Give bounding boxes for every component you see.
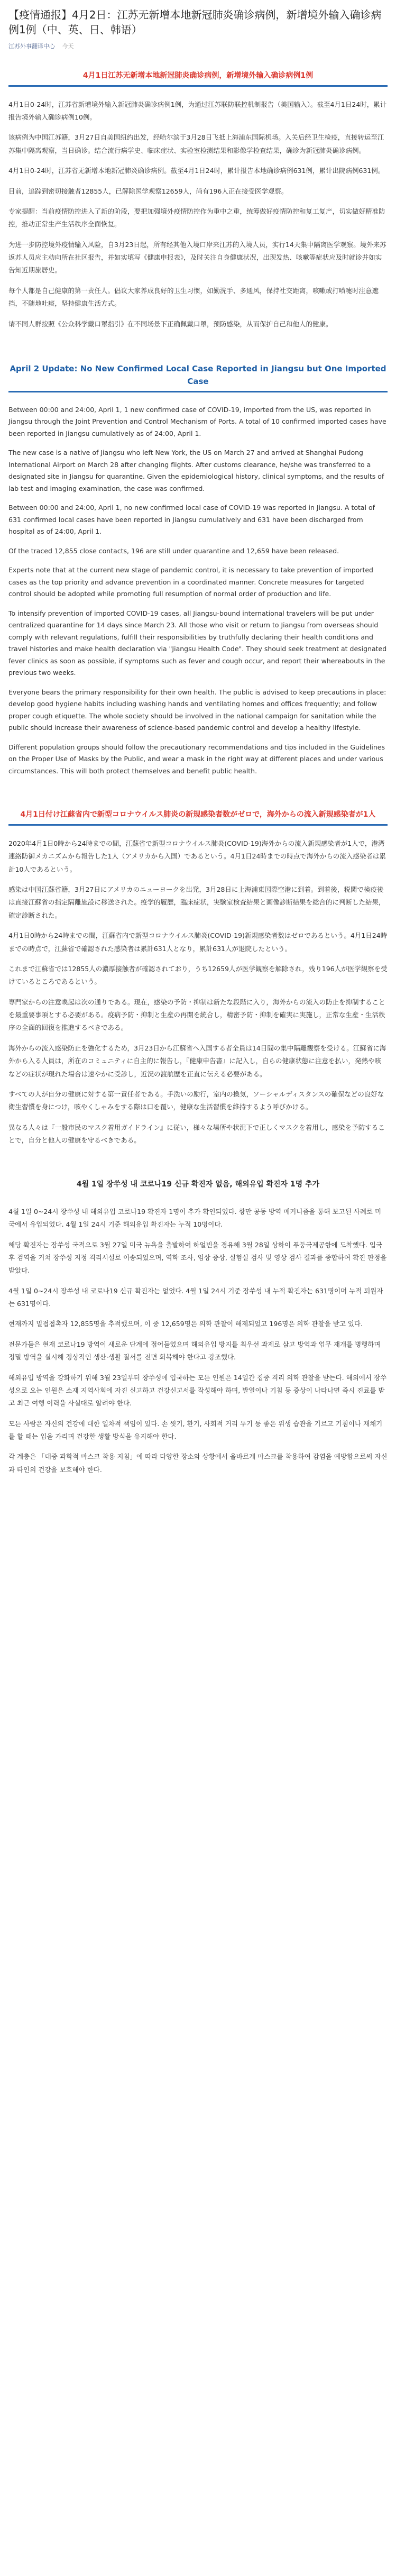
section-english (8, 362, 388, 778)
paragraph: 海外からの流入感染防止を強化するため，3月23日から江蘇省へ入国する者全員は14日間の集中隔離観察を受ける。江蘇省に海外から入る人員は，所在のコミュニティに自主的に報告し，『健康申告書』に記入し，自らの健康状態に注意を払い，発熱や咳などの症状が現れた場合は速やかに受診し，近況の渡航歴を正直に伝える必要がある。 (8, 1044, 386, 1078)
paragraph: Everyone bears the primary responsibility for their own health. The public is advised to keep precautions in place: develop good hygiene habits including washing hands and ventilating homes and offices frequently; and follow proper cough etiquette. The whole society should be involved in the national campaign for sanitation while the public should increase their awareness of science-based pandemic control and develop a healthy lifestyle. (8, 688, 386, 732)
article-source[interactable]: 江苏外事翻译中心 (8, 43, 55, 50)
paragraph: Between 00:00 and 24:00, April 1, no new confirmed local case of COVID-19 was reported in Jiangsu. A total of 631 confirmed local cases have been reported in Jiangsu cumulatively and 631 have been discharged from hospital as of 24:00, April 1. (8, 504, 375, 536)
paragraph: 2020年4月1日0時から24時までの間，江蘇省で新型コロナウイルス肺炎(COVID-19)海外からの流入新規感染者が1人で，港湾連絡防御メカニズムから報告した1人（アメリカから入国）であるという。4月1日24時までの時点で海外からの流入感染者は累計10人であるという。 (8, 839, 386, 873)
paragraph: 请不同人群按照《公众科学戴口罩指引》在不同场景下正确佩戴口罩，预防感染，从而保护自己和他人的健康。 (8, 319, 333, 328)
paragraph: 4월 1일 0~24시 장쑤성 내 해외유입 코로나19 확진자 1명이 추가 확인되었다. 항만 공동 방역 메커니즘을 통해 보고된 사례로 미국에서 유입되었다. 4월 1일 24시 기준 해외유입 확진자는 누적 10명이다. (8, 1207, 382, 1229)
section-heading-japanese: 4月1日付け江蘇省内で新型コロナウイルス肺炎の新規感染者数がゼロで，海外からの流入新規感染者が1人 (8, 809, 388, 825)
section-heading-chinese: 4月1日江苏无新增本地新冠肺炎确诊病例，新增境外输入确诊病例1例 (8, 70, 388, 86)
paragraph: 현재까지 밀접접촉자 12,855명을 추적했으며, 이 중 12,659명은 의학 관찰이 해제되었고 196명은 의학 관찰을 받고 있다. (8, 1320, 363, 1328)
paragraph: 異なる人々は『一般市民のマスク着用ガイドライン』に従い，様々な場所や状況下で正しくマスクを着用し，感染を予防することで，自分と他人の健康を守るべきである。 (8, 1123, 385, 1144)
article-title: 【疫情通报】4月2日：江苏无新增本地新冠肺炎确诊病例，新增境外输入确诊病例1例（中、英、日、韩语） (8, 8, 382, 36)
paragraph: 专家提醒：当前疫情防控进入了新的阶段，要把加强境外疫情防控作为重中之重，统筹做好疫情防控和复工复产，切实做好精准防控，推动正常生产生活秩序全面恢复。 (8, 207, 385, 229)
paragraph: 为进一步防控境外疫情输入风险，自3月23日起，所有经其他入境口岸来江苏的入境人员，实行14天集中隔离医学观察。境外来苏返苏人员应主动向所在社区报告，并如实填写《健康申报表》，及时关注自身健康状况，出现发热、咳嗽等症状应及时就诊并如实告知近期旅居史。 (8, 240, 386, 275)
paragraph: これまで江蘇省では12855人の濃厚接触者が確認されており，うち12659人が医学観察を解除され，残り196人が医学観察を受けているところであるという。 (8, 964, 388, 986)
paragraph: 4월 1일 0~24시 장쑤성 내 코로나19 신규 확진자는 없었다. 4월 1일 24시 기준 장쑤성 내 누적 확진자는 631명이며 누적 퇴원자는 631명이다. (8, 1286, 383, 1308)
article-meta (8, 41, 388, 52)
section-japanese (8, 809, 388, 1147)
paragraph: 4月1日0時から24時までの間，江蘇省内で新型コロナウイルス肺炎(COVID-19)新規感染者数はゼロであるという。4月1日24時までの時点で，江蘇省で確認された感染者は累計631人となり，累計631人が退院したという。 (8, 931, 388, 953)
paragraph: 每个人都是自己健康的第一责任人。倡议大家养成良好的卫生习惯，如勤洗手、多通风，保持社交距离，咳嗽或打喷嚏时注意遮挡，不随地吐痰，坚持健康生活方式。 (8, 286, 379, 308)
paragraph: 该病例为中国江苏籍，3月27日自美国纽约出发，经哈尔滨于3月28日飞抵上海浦东国际机场。入关后经卫生检疫，直接转运至江苏集中隔离观察，当日确诊。结合流行病学史、临床症状、实验室检测结果和影像学检查结果，确诊为新冠肺炎确诊病例。 (8, 133, 384, 154)
paragraph: すべての人が自分の健康に対する第一責任者である。手洗いの励行，室内の換気，ソーシャルディスタンスの確保などの良好な衛生習慣を身につけ，咳やくしゃみをする際は口を覆い，健康な生活習慣を維持するよう呼びかける。 (8, 1090, 384, 1111)
section-heading-korean: 4월 1일 장쑤성 내 코로나19 신규 확진자 없음, 해외유입 확진자 1명 추가 (76, 1180, 320, 1189)
section-heading-english: April 2 Update: No New Confirmed Local Case Reported in Jiangsu but One Imported Case (8, 362, 388, 392)
paragraph: Between 00:00 and 24:00, April 1, 1 new confirmed case of COVID-19, imported from the US, was reported in Jiangsu through the Joint Prevention and Control Mechanism of Ports. A total of 10 confirmed imported cases have been reported in Jiangsu cumulatively as of 24:00, April 1. (8, 405, 386, 437)
paragraph: 모든 사람은 자신의 건강에 대한 일차적 책임이 있다. 손 씻기, 환기, 사회적 거리 두기 등 좋은 위생 습관을 기르고 기침이나 재채기를 할 때는 입을 가리며 건강한 생활 방식을 유지해야 한다. (8, 1419, 383, 1441)
spacer (8, 1154, 388, 1179)
paragraph: 4月1日0-24时，江苏省新增境外输入新冠肺炎确诊病例1例，为通过江苏联防联控机制报告（美国输入）。截至4月1日24时，累计报告境外输入确诊病例10例。 (8, 100, 387, 122)
paragraph: The new case is a native of Jiangsu who left New York, the US on March 27 and arrived at Shanghai Pudong International Airport on March 28 after changing flights. After customs clearance, he/she was transferred to a designated site in Jiangsu for quarantine. Given the epidemiological history, clinical symptoms, and the results of lab test and imaging examination, the case was confirmed. (8, 449, 384, 492)
paragraph: 해당 확진자는 장쑤성 국적으로 3월 27일 미국 뉴욕을 출발하여 하얼빈을 경유해 3월 28일 상하이 푸둥국제공항에 도착했다. 입국 후 검역을 거쳐 장쑤성 지정 격리시설로 이송되었으며, 역학 조사, 임상 증상, 실험실 검사 및 영상 검사 결과를 종합하여 확진 판정을 받았다. (8, 1240, 387, 1275)
paragraph: To intensify prevention of imported COVID-19 cases, all Jiangsu-bound international travelers will be put under centralized quarantine for 14 days since March 23. All those who visit or return to Jiangsu from overseas should comply with relevant regulations, fulfill their responsibilities by truthfully declaring their health conditions and travel histories and make health declaration via "Jiangsu Health Code". They should seek treatment at designated fever clinics as soon as possible, if symptoms such as fever and cough occur, and report their whereabouts in the previous two weeks. (8, 609, 387, 677)
section-korean (8, 1179, 388, 1476)
paragraph: 각 계층은 「대중 과학적 마스크 착용 지침」에 따라 다양한 장소와 상황에서 올바르게 마스크를 착용하여 감염을 예방함으로써 자신과 타인의 건강을 보호해야 한다. (8, 1453, 388, 1474)
paragraph: Experts note that at the current new stage of pandemic control, it is necessary to take prevention of imported cases as the top priority and advance prevention in a coordinated manner. Concrete measures for targeted control should be adopted while promoting full resumption of normal order of production and life. (8, 566, 373, 598)
spacer (8, 338, 388, 362)
spacer (8, 784, 388, 809)
article-date: 今天 (62, 43, 74, 50)
paragraph: Different population groups should follow the precautionary recommendations and tips included in the Guidelines on the Proper Use of Masks by the Public, and wear a mask in the right way at different places and under various circumstances. This will both protect themselves and benefit public health. (8, 743, 385, 775)
paragraph: 4月1日0-24时，江苏省无新增本地新冠肺炎确诊病例。截至4月1日24时，累计报告本地确诊病例631例，累计出院病例631例。 (8, 167, 385, 175)
paragraph: 感染は中国江蘇省籍，3月27日にアメリカのニューヨークを出発，3月28日に上海浦東国際空港に到着。到着後，税関で検疫後は直接江蘇省の指定隔離施設に移送された。疫学的履歴，臨床症状，実験室検査結果と画像診断結果を総合的に判断した結果，確定診断された。 (8, 885, 385, 919)
section-chinese (8, 70, 388, 331)
paragraph: 전문가들은 현재 코로나19 방역이 새로운 단계에 접어들었으며 해외유입 방지를 최우선 과제로 삼고 방역과 업무 재개를 병행하며 정밀 방역을 실시해 정상적인 생산·생활 질서를 전면 회복해야 한다고 강조했다. (8, 1340, 381, 1362)
paragraph: 専門家からの注意喚起は次の通りである。現在，感染の予防・抑制は新たな段階に入り，海外からの流入の防止を抑制することを最重要事項とする必要がある。疫病予防・抑制と生産の再開を統合し，精密予防・抑制を確実に実施し，正常な生産・生活秩序の全面的回復を推進するべきである。 (8, 998, 385, 1032)
paragraph: Of the traced 12,855 close contacts, 196 are still under quarantine and 12,659 have been released. (8, 546, 339, 555)
paragraph: 해외유입 방역을 강화하기 위해 3월 23일부터 장쑤성에 입국하는 모든 인원은 14일간 집중 격리 의학 관찰을 받는다. 해외에서 장쑤성으로 오는 인원은 소재 지역사회에 자진 신고하고 건강신고서를 작성해야 하며, 발열이나 기침 등 증상이 나타나면 즉시 진료를 받고 최근 여행 이력을 사실대로 알려야 한다. (8, 1373, 387, 1408)
paragraph: 目前，追踪到密切接触者12855人，已解除医学观察12659人，尚有196人正在接受医学观察。 (8, 187, 288, 195)
